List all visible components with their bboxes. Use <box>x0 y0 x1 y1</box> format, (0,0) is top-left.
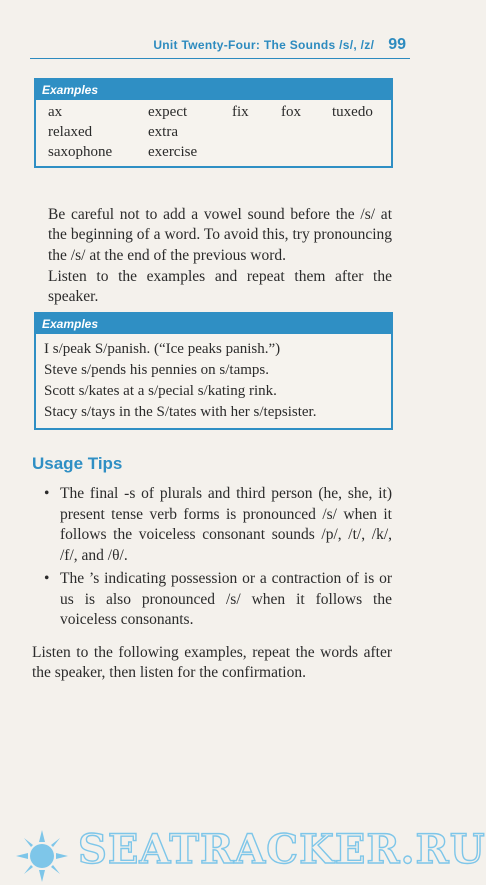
page-number: 99 <box>388 36 406 53</box>
bullet-icon: • <box>44 570 50 587</box>
running-title: Unit Twenty-Four: The Sounds /s/, /z/ <box>153 38 375 52</box>
section-title-usage-tips: Usage Tips <box>32 454 123 473</box>
bullet-icon: • <box>44 485 50 502</box>
example-sentence: Steve s/pends his pennies on s/tamps. <box>44 362 269 378</box>
example-word: fix <box>232 104 249 120</box>
bullet-text: The final -s of plurals and third person (he, she, it) present tense verb forms is pronounced /s/ when it follows the voiceless consonant sounds /p/, /t/, /k/, /f/, and /θ/. <box>60 485 392 564</box>
example-word: saxophone <box>48 144 113 160</box>
examples-heading: Examples <box>36 314 391 334</box>
examples-word-grid <box>36 100 391 164</box>
examples-heading: Examples <box>36 80 391 100</box>
paragraph-listen: Listen to the examples and repeat them after the speaker. <box>48 267 392 305</box>
example-word: fox <box>281 104 301 120</box>
running-header <box>28 36 406 54</box>
example-word: extra <box>148 124 178 140</box>
paragraph-intro: Be careful not to add a vowel sound before the /s/ at the beginning of a word. To avoid this, try pronouncing the /s/ at the end of the previous word. <box>48 205 392 264</box>
example-word: exercise <box>148 144 198 160</box>
list-item <box>44 484 392 566</box>
example-word: expect <box>148 104 188 120</box>
examples-box-1 <box>34 78 393 168</box>
bullet-text: The ’s indicating possession or a contraction of is or us is also pronounced /s/ when it follows the voiceless consonants. <box>60 570 392 628</box>
example-word: tuxedo <box>332 104 373 120</box>
list-item <box>44 569 392 631</box>
example-sentence: Stacy s/tays in the S/tates with her s/tepsister. <box>44 404 317 420</box>
watermark-text: SEATRACKER.RU <box>78 826 486 873</box>
example-sentence: I s/peak S/panish. (“Ice peaks panish.”) <box>44 341 281 357</box>
example-sentences <box>36 334 391 423</box>
example-word: relaxed <box>48 124 93 140</box>
header-rule <box>30 58 410 59</box>
example-word: ax <box>48 104 63 120</box>
example-sentence: Scott s/kates at a s/pecial s/kating rink. <box>44 383 277 399</box>
examples-box-2 <box>34 312 393 430</box>
paragraph-closing: Listen to the following examples, repeat the words after the speaker, then listen for the confirmation. <box>32 643 392 681</box>
usage-tips-list <box>44 484 392 634</box>
